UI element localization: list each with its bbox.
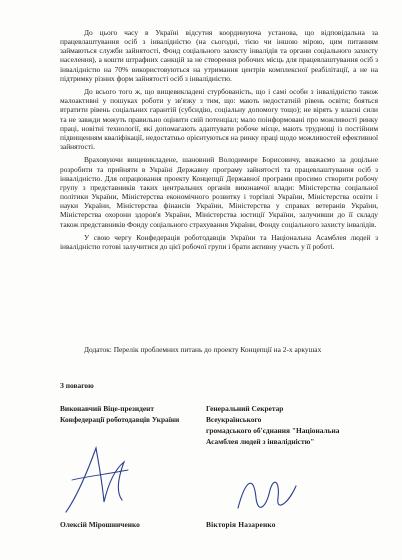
right-title-line-4: Асамблея людей з інвалідністю" [206,437,315,446]
right-signatory-title [206,403,386,447]
left-title-line-2: Конфедерації роботодавців України [60,415,180,424]
paragraph-4: У свою чергу Конфедерація роботодавців України та Національна Асамблея людей з інвалідністю готові залучитися до цієї робочої групи і брати активну участь у її роботі. [60,232,378,251]
paragraph-3: Враховуючи вищевикладене, шановний Володимире Борисовичу, вважаємо за доцільне розробити та прийняти в Україні Державну програму зайнятості та працевлаштування осіб з інвалідністю. Для опрацювання проекту Концепції Державної програми просимо створити робочу групу з представників таких центральних органів виконавчої влади: Міністерства соціальної політики України, Міністерства економічного розвитку і торгівлі України, Міністерства освіти і науки України, Міністерства фінансів України, Міністерства у справах ветеранів України, Міністерства охорони здоров'я України, Міністерства юстиції України, залучивши до її складу також представників Фонду соціального страхування України, Фонду соціального захисту інвалідів. [60,155,378,229]
left-signatory-name: Олексій Мірошниченко [60,520,140,529]
right-title-line-2: Всеукраїнського [206,415,262,424]
left-handwritten-signature [58,440,148,520]
left-title-line-1: Виконавчий Віце-президент [60,404,155,413]
closing-regards: З повагою [60,381,94,390]
paragraph-1: До цього часу в Україні відсутня координуюча установа, що відповідальна за працевлаштування осіб з інвалідністю (на сьогодні, тією чи іншою мірою, цим питанням займаються служби зайнятості, Фонд соціального захисту інвалідів та органи соціального захисту населення), а кошти штрафних санкцій за не створення робочих місць для працевлаштування осіб з інвалідністю на 70% використовуються на утримання центрів комплексної реабілітації, а не на підтримку різних форм зайнятості осіб з інвалідністю. [60,28,378,83]
right-signatory-name: Вікторія Назаренко [206,520,276,529]
right-title-line-3: громадського об'єднання "Національна [206,426,340,435]
addendum-note: Додаток: Перелік проблемних питань до проекту Концепції на 2-х аркушах [84,345,322,354]
right-handwritten-signature [232,468,302,520]
left-signatory-title [60,403,205,425]
letter-body [60,28,378,255]
paragraph-2: До всього того ж, що вищевикладені стурбованість, що і самі особи з інвалідністю також малоактивні у пошуках роботи у зв'язку з тим, що: мають недостатній рівень освіти; бояться втратити рівень соціальних гарантій (субсидію, соціальну допомогу тощо); не вірять у власні сили та не завжди можуть правильно оцінити свій потенціал; мало поінформовані про можливості ринку праці, новітні технології, які допомагають адаптувати робоче місце, мають труднощі із постійним підвищенням кваліфікації, недостатньо орієнтуються на ринку праці щодо можливостей ефективної зайнятості. [60,87,378,152]
right-title-line-1: Генеральний Секретар [206,404,284,413]
